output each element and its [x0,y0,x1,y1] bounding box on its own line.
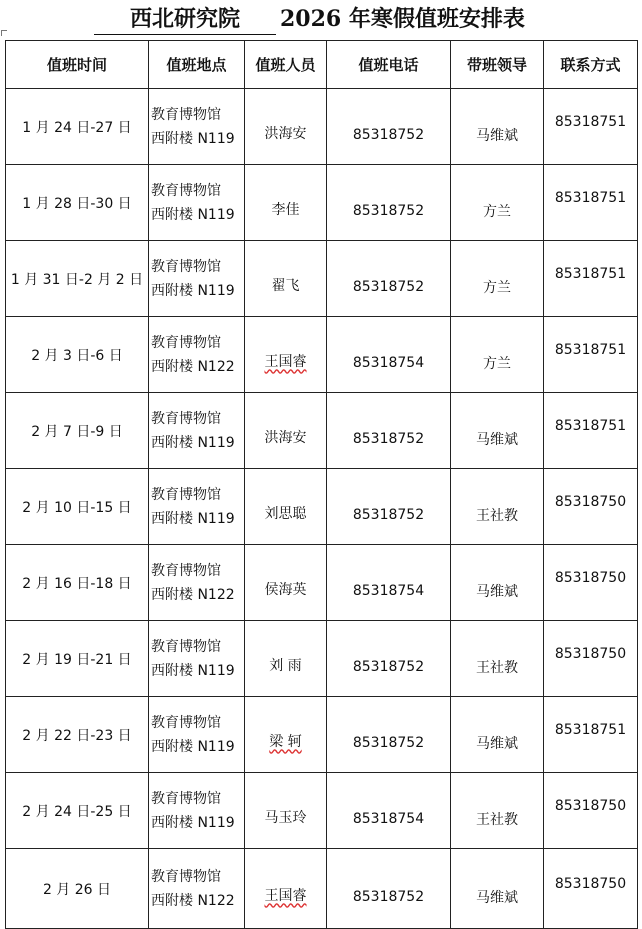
place-room: 西附楼 N122 [151,586,235,603]
table-row [6,89,638,165]
table-row [6,697,638,773]
cell-leader: 马维斌 [451,849,544,929]
spellcheck-underlined-name: 王国睿 [264,887,307,904]
cell-person [245,317,327,393]
cell-leader: 方兰 [451,165,544,241]
cell-contact: 85318750 [544,469,638,545]
cell-phone: 85318754 [327,773,451,849]
cell-phone: 85318752 [327,89,451,165]
place-building: 教育博物馆 [151,182,221,199]
table-row [6,621,638,697]
table-row [6,165,638,241]
cell-time: 1 月 31 日-2 月 2 日 [6,241,149,317]
table-row [6,469,638,545]
cell-time: 2 月 19 日-21 日 [6,621,149,697]
cell-contact: 85318750 [544,773,638,849]
place-room: 西附楼 N122 [151,892,235,909]
cell-leader: 方兰 [451,317,544,393]
cell-contact: 85318750 [544,621,638,697]
cell-contact: 85318750 [544,849,638,929]
cell-person: 刘思聪 [245,469,327,545]
place-room: 西附楼 N119 [151,206,235,223]
place-building: 教育博物馆 [151,106,221,123]
cell-place [149,621,245,697]
cell-phone: 85318752 [327,165,451,241]
place-building: 教育博物馆 [151,790,221,807]
cell-place [149,773,245,849]
cell-leader: 马维斌 [451,393,544,469]
table-row [6,545,638,621]
cell-contact: 85318751 [544,697,638,773]
place-room: 西附楼 N119 [151,434,235,451]
cell-time: 2 月 16 日-18 日 [6,545,149,621]
cell-phone: 85318752 [327,241,451,317]
place-building: 教育博物馆 [151,334,221,351]
cell-time: 1 月 24 日-27 日 [6,89,149,165]
cell-phone: 85318754 [327,317,451,393]
cell-person [245,697,327,773]
cell-leader: 马维斌 [451,545,544,621]
place-building: 教育博物馆 [151,410,221,427]
table-row [6,317,638,393]
cell-place [149,241,245,317]
cell-leader: 马维斌 [451,697,544,773]
place-building: 教育博物馆 [151,714,221,731]
cell-time: 2 月 22 日-23 日 [6,697,149,773]
title-organization: 西北研究院 [94,4,276,35]
cell-time: 2 月 7 日-9 日 [6,393,149,469]
cell-place [149,89,245,165]
table-row [6,393,638,469]
place-room: 西附楼 N122 [151,358,235,375]
table-row [6,849,638,929]
cell-place [149,165,245,241]
header-leader: 带班领导 [451,41,544,89]
place-room: 西附楼 N119 [151,814,235,831]
place-building: 教育博物馆 [151,562,221,579]
header-duty-phone: 值班电话 [327,41,451,89]
cell-leader: 王社教 [451,469,544,545]
cell-person: 刘 雨 [245,621,327,697]
cell-person: 马玉玲 [245,773,327,849]
place-building: 教育博物馆 [151,486,221,503]
spellcheck-underlined-name: 王国睿 [264,353,307,370]
cell-place [149,849,245,929]
cell-person: 李佳 [245,165,327,241]
duty-schedule-table [5,40,638,929]
cell-phone: 85318754 [327,545,451,621]
header-duty-time: 值班时间 [6,41,149,89]
cell-phone: 85318752 [327,621,451,697]
cell-time: 2 月 10 日-15 日 [6,469,149,545]
place-building: 教育博物馆 [151,638,221,655]
place-building: 教育博物馆 [151,258,221,275]
header-duty-place: 值班地点 [149,41,245,89]
table-header-row [6,41,638,89]
cell-contact: 85318750 [544,545,638,621]
cell-person: 侯海英 [245,545,327,621]
cell-place [149,317,245,393]
place-room: 西附楼 N119 [151,662,235,679]
cell-time: 1 月 28 日-30 日 [6,165,149,241]
place-room: 西附楼 N119 [151,282,235,299]
place-building: 教育博物馆 [151,868,221,885]
place-room: 西附楼 N119 [151,738,235,755]
cell-contact: 85318751 [544,317,638,393]
cell-person: 洪海安 [245,89,327,165]
cell-person: 翟飞 [245,241,327,317]
cell-time: 2 月 24 日-25 日 [6,773,149,849]
cell-place [149,469,245,545]
cell-contact: 85318751 [544,241,638,317]
place-room: 西附楼 N119 [151,130,235,147]
cell-phone: 85318752 [327,697,451,773]
cell-leader: 马维斌 [451,89,544,165]
cell-phone: 85318752 [327,469,451,545]
cell-place [149,697,245,773]
cell-place [149,393,245,469]
cell-contact: 85318751 [544,165,638,241]
cell-time: 2 月 3 日-6 日 [6,317,149,393]
cell-place [149,545,245,621]
cell-contact: 85318751 [544,89,638,165]
header-contact: 联系方式 [544,41,638,89]
title-main-text: 2026 年寒假值班安排表 [280,6,525,32]
header-duty-person: 值班人员 [245,41,327,89]
table-move-handle[interactable] [1,30,7,36]
table-row [6,241,638,317]
table-row [6,773,638,849]
document-title [0,0,642,38]
cell-phone: 85318752 [327,849,451,929]
cell-leader: 王社教 [451,621,544,697]
spellcheck-underlined-name: 梁 轲 [269,733,302,750]
cell-leader: 王社教 [451,773,544,849]
cell-leader: 方兰 [451,241,544,317]
cell-contact: 85318751 [544,393,638,469]
cell-phone: 85318752 [327,393,451,469]
cell-person [245,849,327,929]
place-room: 西附楼 N119 [151,510,235,527]
cell-time: 2 月 26 日 [6,849,149,929]
cell-person: 洪海安 [245,393,327,469]
